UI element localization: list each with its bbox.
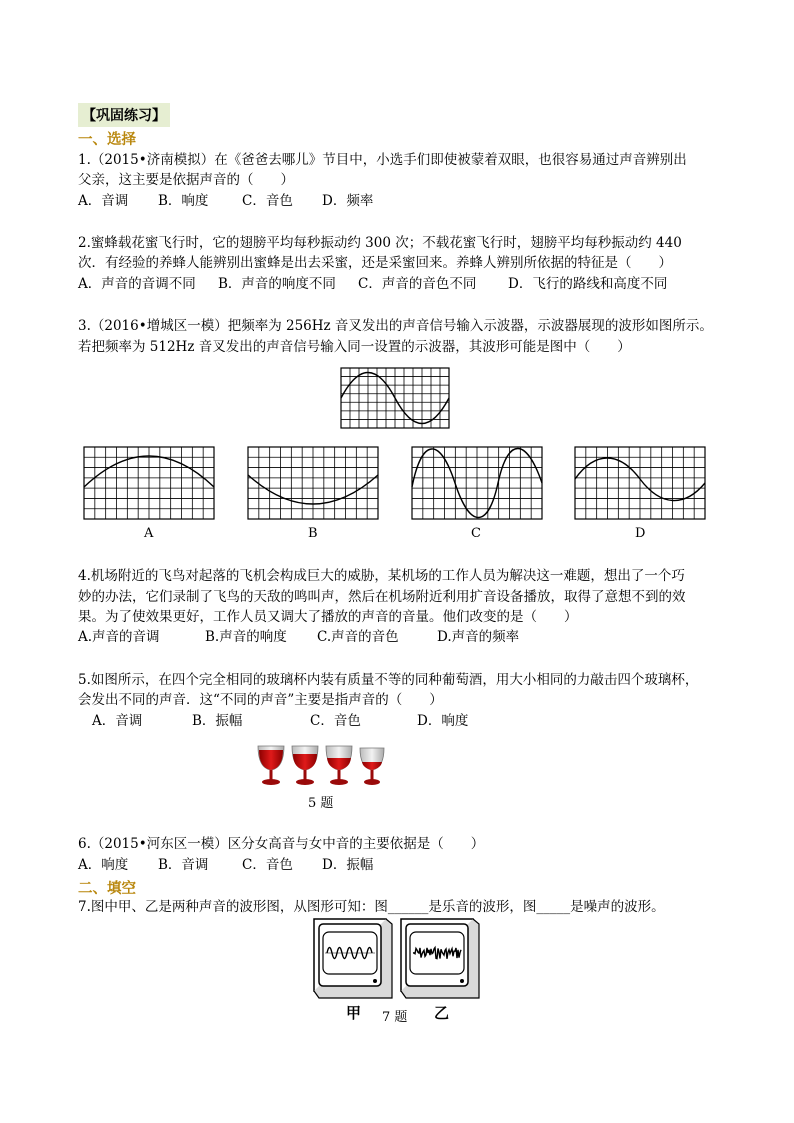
q3-label-d: D [635,526,646,541]
q3-reference-waveform [341,368,449,428]
section-badge: 【巩固练习】 [78,103,170,127]
q3-line2: 若把频率为 512Hz 音叉发出的声音信号输入同一设置的示波器，其波形可能是图中（ ） [78,339,631,355]
q5-option-c: C．音色 [310,713,361,729]
q6-option-c: C．音色 [242,857,293,873]
wine-glass-4 [360,748,384,785]
q1-option-a: A．音调 [78,193,129,209]
oscilloscope-yi [400,918,480,1000]
q6-option-d: D．振幅 [322,857,374,873]
q4-line2: 妙的办法，它们录制了飞鸟的天敌的鸣叫声，然后在机场附近利用扩音设备播放，取得了意想不到的效 [78,589,686,605]
wine-glass-1 [258,746,284,785]
q3-option-a-waveform [84,447,214,519]
q4-line1: 4.机场附近的飞鸟对起落的飞机会构成巨大的威胁，某机场的工作人员为解决这一难题，想出了一个巧 [78,568,685,584]
q7-line1: 7.图中甲、乙是两种声音的波形图，从图形可知：图______是乐音的波形，图_____是噪声的波形。 [78,899,665,915]
wine-glasses-figure [256,742,388,788]
q4-option-d: D.声音的频率 [437,629,520,645]
q3-option-d-waveform [575,447,705,519]
q4-option-a: A.声音的音调 [78,629,160,645]
q2-option-a: A．声音的音调不同 [78,276,196,292]
q2-option-d: D．飞行的路线和高度不同 [508,276,668,292]
label-yi: 乙 [434,1004,450,1022]
q2-option-c: C．声音的音色不同 [358,276,477,292]
section-title-choice: 一、选择 [78,131,136,148]
q3-line1: 3.（2016•增城区一模）把频率为 256Hz 音叉发出的声音信号输入示波器，示波器展现的波形如图所示。 [78,318,713,334]
q3-label-c: C [471,526,481,541]
q4-option-b: B.声音的响度 [205,629,287,645]
q4-line3: 果。为了使效果更好，工作人员又调大了播放的声音的音量。他们改变的是（ ） [78,609,578,625]
q3-option-c-waveform [412,447,542,519]
wine-glass-3 [326,746,352,785]
q5-line2: 会发出不同的声音．这“不同的声音”主要是指声音的（ ） [78,692,443,708]
wine-glass-2 [292,746,318,785]
q3-label-b: B [308,526,318,541]
q1-option-c: C．音色 [242,193,293,209]
q6-line1: 6.（2015•河东区一模）区分女高音与女中音的主要依据是（ ） [78,836,485,852]
q1-line2: 父亲，这主要是依据声音的（ ） [78,172,294,188]
q5-option-a: A．音调 [92,713,143,729]
oscilloscope-jia [313,918,393,1000]
q3-option-b-waveform [248,447,378,519]
q2-line2: 次．有经验的养蜂人能辨别出蜜蜂是出去采蜜，还是采蜜回来。养蜂人辨别所依据的特征是（ ） [78,255,672,271]
q7-caption: 7 题 [382,1010,408,1025]
q5-line1: 5.如图所示，在四个完全相同的玻璃杯内装有质量不等的同种葡萄酒，用大小相同的力敲击四个玻璃杯， [78,672,699,688]
q1-line1: 1.（2015•济南模拟）在《爸爸去哪儿》节目中，小选手们即使被蒙着双眼，也很容易通过声音辨别出 [78,152,687,168]
section-title-fill: 二、填空 [78,880,136,897]
q4-option-c: C.声音的音色 [317,629,399,645]
q5-option-d: D．响度 [417,713,469,729]
q3-label-a: A [144,526,154,541]
q6-option-a: A．响度 [78,857,129,873]
label-jia: 甲 [346,1004,362,1022]
q2-line1: 2.蜜蜂载花蜜飞行时，它的翅膀平均每秒振动约 300 次；不载花蜜飞行时，翅膀平均每秒振动约 440 [78,235,682,251]
q1-option-d: D．频率 [322,193,374,209]
q6-option-b: B．音调 [158,857,209,873]
q1-option-b: B．响度 [158,193,209,209]
q2-option-b: B．声音的响度不同 [218,276,336,292]
q5-caption: 5 题 [308,796,334,811]
q5-option-b: B．振幅 [192,713,243,729]
